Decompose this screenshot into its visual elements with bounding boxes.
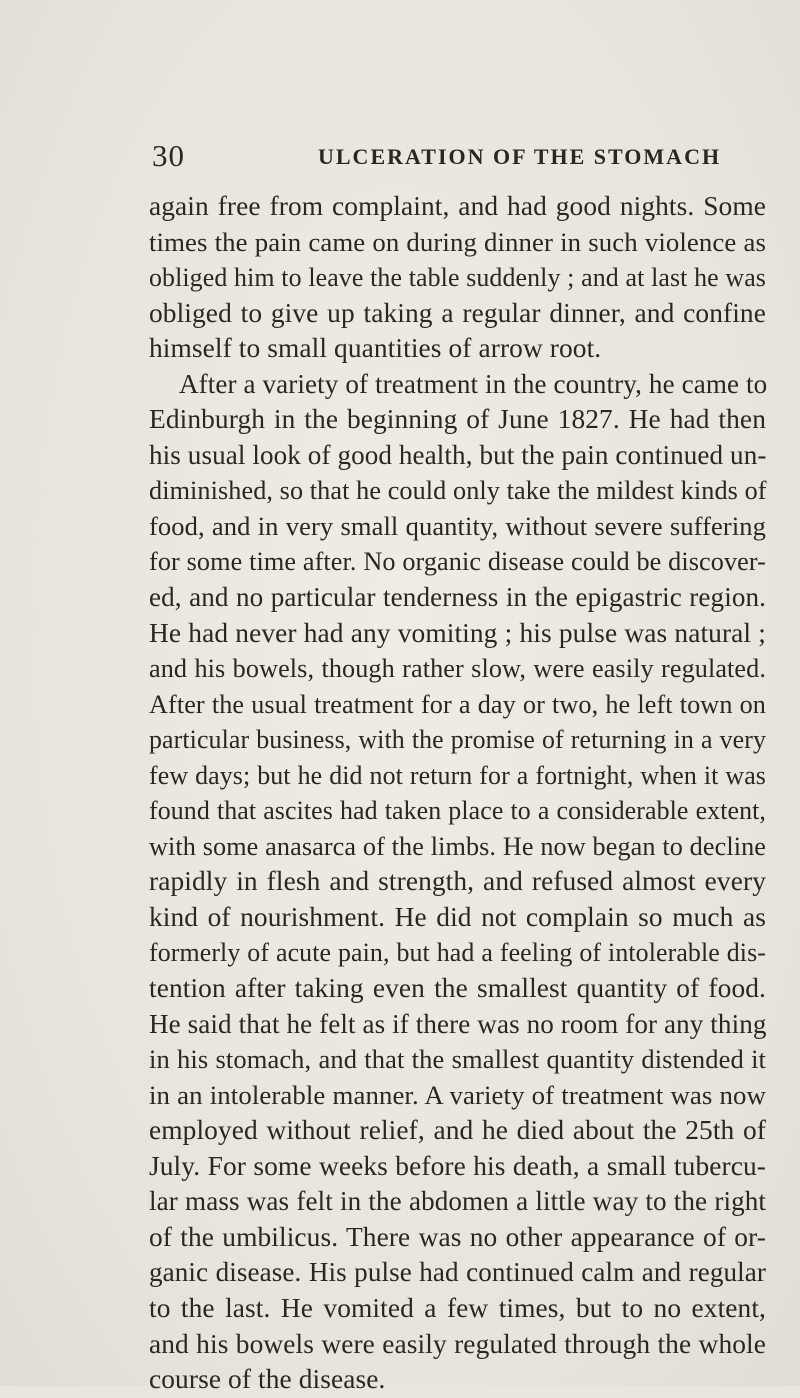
text-line: particular business, with the promise of returning in a very xyxy=(149,725,766,755)
text-line: Edinburgh in the beginning of June 1827. He had then xyxy=(149,404,766,435)
text-line: few days; but he did not return for a fortnight, when it was xyxy=(149,760,766,790)
text-line: his usual look of good health, but the pain continued un- xyxy=(149,439,767,470)
text-line: He had never had any vomiting ; his pulse was natural ; xyxy=(149,617,766,648)
text-line: tention after taking even the smallest quantity of food. xyxy=(149,973,766,1004)
text-line: He said that he felt as if there was no room for any thing xyxy=(149,1008,767,1039)
text-line: of the umbilicus. There was no other appearance of or- xyxy=(149,1221,766,1252)
text-line: ganic disease. His pulse had continued calm and regular xyxy=(149,1257,766,1288)
text-line: food, and in very small quantity, without severe suffering xyxy=(149,510,766,541)
text-line: rapidly in flesh and strength, and refused almost every xyxy=(149,866,766,897)
text-line: found that ascites had taken place to a considerable extent, xyxy=(149,796,766,826)
text-line: and his bowels were easily regulated through the whole xyxy=(149,1328,766,1359)
text-line: with some anasarca of the limbs. He now began to decline xyxy=(149,831,766,861)
text-line: obliged him to leave the table suddenly ; and at last he was xyxy=(149,263,766,293)
running-title: ULCERATION OF THE STOMACH xyxy=(318,144,722,169)
text-line: kind of nourishment. He did not complain so much as xyxy=(149,901,766,932)
text-line: After a variety of treatment in the country, he came to xyxy=(179,368,768,399)
text-line: July. For some weeks before his death, a small tubercu- xyxy=(149,1150,766,1181)
page-number: 30 xyxy=(152,138,185,173)
text-line: in an intolerable manner. A variety of treatment was now xyxy=(149,1079,766,1110)
text-line: obliged to give up taking a regular dinner, and confine xyxy=(149,297,766,328)
text-line: to the last. He vomited a few times, but to no extent, xyxy=(149,1292,766,1323)
text-line: formerly of acute pain, but had a feeling of intolerable dis- xyxy=(149,938,766,968)
body-text xyxy=(149,189,766,1398)
text-line: course of the disease. xyxy=(149,1364,386,1395)
text-line: ed, and no particular tenderness in the epigastric region. xyxy=(149,582,766,613)
text-line: lar mass was felt in the abdomen a little way to the right xyxy=(149,1186,766,1217)
text-line: and his bowels, though rather slow, were easily regulated. xyxy=(149,654,766,684)
text-line: After the usual treatment for a day or two, he left town on xyxy=(149,689,766,719)
text-line: times the pain came on during dinner in such violence as xyxy=(149,226,766,257)
text-line: himself to small quantities of arrow root. xyxy=(149,333,602,364)
running-head xyxy=(152,136,722,176)
text-line: employed without relief, and he died about the 25th of xyxy=(149,1115,766,1146)
text-line: diminished, so that he could only take the mildest kinds of xyxy=(149,476,767,506)
text-line: in his stomach, and that the smallest quantity distended it xyxy=(149,1044,766,1075)
text-line: again free from complaint, and had good nights. Some xyxy=(149,191,766,221)
text-line: for some time after. No organic disease could be discover- xyxy=(149,547,766,577)
